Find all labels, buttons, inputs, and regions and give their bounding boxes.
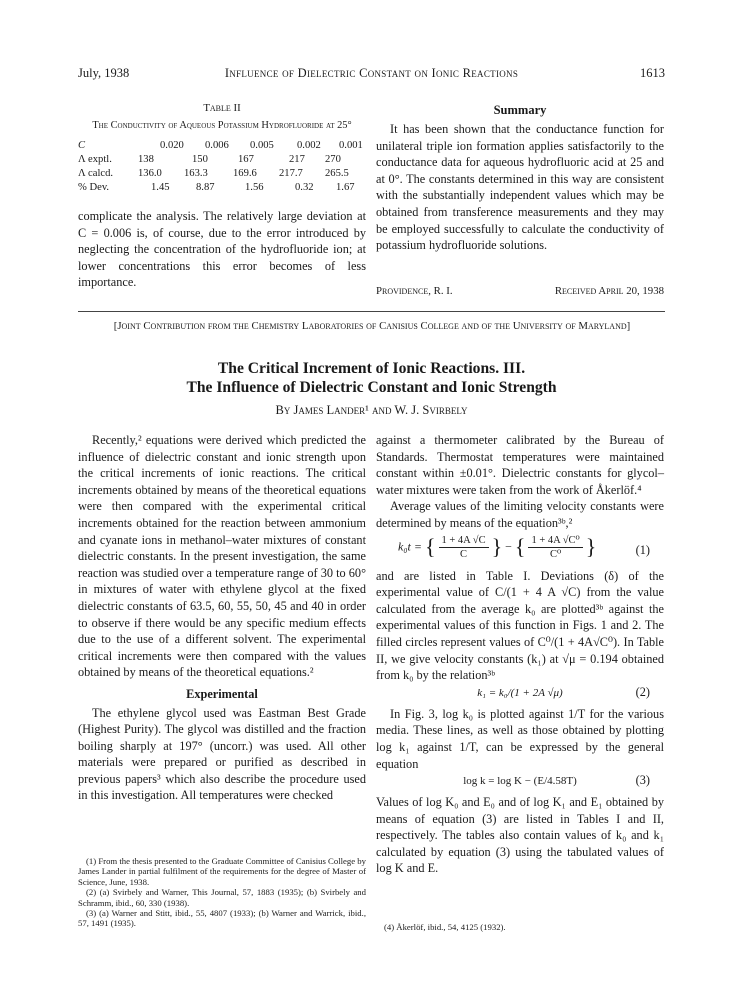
experimental-paragraph: The ethylene glycol used was Eastman Best Grade (Highest Purity). The glycol was distilled and the fraction boiling sharply at 197° (uncorr.) was used. All other materials were prepared or purified as described in previous papers³ which also describe the procedure used in this investigation. All temperatures were checked: [78, 705, 366, 803]
brace-icon: }: [585, 533, 597, 559]
table-row: [78, 181, 366, 195]
summary-paragraph: It has been shown that the conductance function for unilateral triple ion formation applies satisfactorily to the conductance data for aqueous hydrofluoric acid at 25 and at 0°. The constants determined in this way are consistent with the substantially independent values which may be obtained from transference measurements and they may be employed successfully to calculate the conductivity of potassium hydrofluoride solutions.: [376, 122, 664, 253]
table-cell: 0.006: [205, 140, 229, 151]
table-label: Table II: [203, 102, 241, 114]
footnote-1: (1) From the thesis presented to the Graduate Committee of Canisius College by James Lander in partial fulfilment of the requirements for the degree of Master of Science, June, 1938.: [78, 856, 366, 887]
row-label: C: [78, 140, 86, 151]
minus-sign: −: [505, 538, 512, 553]
running-title: Influence of Dielectric Constant on Ionic Reactions: [224, 66, 519, 80]
denominator: C⁰: [550, 548, 562, 560]
article-title: [78, 359, 665, 397]
right-column: [376, 432, 664, 877]
equation-lhs: k₀t =: [398, 538, 422, 553]
table-row: [78, 167, 366, 181]
divider: [78, 311, 665, 312]
table-cell: 0.005: [250, 140, 274, 151]
table-caption: The Conductivity of Aqueous Potassium Hydrofluoride at 25°: [92, 120, 352, 132]
fraction: [439, 534, 489, 561]
equation-1: [376, 532, 664, 568]
table-cell: 0.001: [339, 140, 363, 151]
running-head: [78, 66, 665, 84]
table-cell: 150: [192, 154, 208, 165]
numerator: 1 + 4A √C⁰: [528, 534, 582, 548]
table-cell: 1.56: [245, 182, 264, 193]
table-cell: 270: [325, 154, 341, 165]
table-cell: 1.45: [151, 182, 170, 193]
paragraph: In Fig. 3, log k₀ is plotted against 1/T for the various media. These lines, as well as those obtained by plotting log k₁ against 1/T, can be expressed by the general equation: [376, 706, 664, 771]
table-cell: 217.7: [279, 168, 303, 179]
table-cell: 217: [289, 154, 305, 165]
footnotes-left: [78, 856, 366, 929]
article-title-line-2: The Influence of Dielectric Constant and Ionic Strength: [186, 379, 557, 396]
table-2: [78, 102, 366, 195]
row-label: % Dev.: [78, 182, 110, 193]
denominator: C: [460, 548, 468, 560]
table-row: [78, 153, 366, 167]
left-continuation: [78, 208, 366, 291]
fraction: [528, 534, 582, 561]
table-cell: 1.67: [336, 182, 355, 193]
table-row: [78, 139, 366, 153]
experimental-heading: Experimental: [186, 686, 258, 701]
brace-icon: {: [424, 533, 436, 559]
footnote-3: (3) (a) Warner and Stitt, ibid., 55, 4807 (1933); (b) Warner and Warrick, ibid., 57, 1491 (1935).: [78, 908, 366, 929]
place: Providence, R. I.: [376, 285, 453, 297]
table-cell: 169.6: [233, 168, 257, 179]
table-cell: 167: [238, 154, 254, 165]
table-cell: 0.32: [295, 182, 314, 193]
received-line: [376, 285, 664, 299]
equation-body: log k = log K − (E/4.58T): [463, 775, 577, 788]
equation-body: k₁ = k₀/(1 + 2A √μ): [477, 686, 563, 699]
left-column: [78, 432, 366, 804]
equation-number: (1): [635, 542, 650, 557]
table-cell: 0.020: [160, 140, 184, 151]
paragraph: complicate the analysis. The relatively large deviation at C = 0.006 is, of course, due to the error introduced by neglecting the concentration of the hydrofluoride ion; at lower concentrations this error becomes of less importance.: [78, 209, 366, 290]
equation-number: (3): [635, 773, 650, 788]
intro-paragraph: Recently,² equations were derived which predicted the influence of dielectric constant and ionic strength upon the critical increments of ionic reactions. The critical increments obtained by means of the theoretical equations were then compared with the experimental critical increments obtained for the reaction between ammonium and cyanate ions in methanol–water mixtures of constant dielectric constants. In the present investigation, the same reaction was studied over a temperature range of 30 to 60° in mixtures of water with ethylene glycol at the fixed dielectric constants of 63.5, 60, 55, 50, 45 and 40 in order to observe if there would be any specific medium effects due to the use of a different solvent. The experimental critical increments were then compared with the values obtained by means of the theoretical equations.²: [78, 433, 366, 680]
numerator: 1 + 4A √C: [439, 534, 489, 548]
table-cell: 163.3: [184, 168, 208, 179]
joint-contribution: [Joint Contribution from the Chemistry Laboratories of Canisius College and of the University of Maryland]: [113, 320, 631, 332]
table-cell: 8.87: [196, 182, 215, 193]
equation-1-body: [398, 534, 596, 561]
row-label: Λ exptl.: [78, 154, 112, 165]
footnote-2: (2) (a) Svirbely and Warner, This Journal, 57, 1883 (1935); (b) Svirbely and Schramm, ibid., 60, 330 (1938).: [78, 887, 366, 908]
footnote-4: (4) Åkerlöf, ibid., 54, 4125 (1932).: [384, 922, 506, 932]
table-grid: [78, 139, 366, 195]
equation-3: [376, 772, 664, 794]
table-cell: 136.0: [138, 168, 162, 179]
row-label: Λ calcd.: [78, 168, 114, 179]
paragraph: Average values of the limiting velocity constants were determined by means of the equation³ᵇ,²: [376, 499, 664, 530]
equation-number: (2): [635, 684, 650, 699]
brace-icon: }: [491, 533, 503, 559]
summary-body: [376, 121, 664, 254]
table-cell: 138: [138, 154, 154, 165]
table-cell: 0.002: [297, 140, 321, 151]
issue-date: July, 1938: [78, 66, 130, 80]
table-cell: 265.5: [325, 168, 349, 179]
equation-2: [376, 684, 664, 706]
article-title-line-1: The Critical Increment of Ionic Reactions. III.: [217, 360, 526, 377]
paragraph: against a thermometer calibrated by the Bureau of Standards. Thermostat temperatures were maintained constant within ±0.01°. Dielectric constants for glycol–water mixtures were taken from the work of Åkerlöf.⁴: [376, 433, 664, 497]
byline: By James Lander¹ and W. J. Svirbely: [275, 403, 468, 417]
brace-icon: {: [514, 533, 526, 559]
paragraph: Values of log K₀ and E₀ and of log K₁ and E₁ obtained by means of equation (3) are listed in Tables I and II, respectively. The tables also contain values of k₀ and k₁ calculated by equation (3) using the tabulated values of log K and E.: [376, 795, 664, 876]
paragraph: and are listed in Table I. Deviations (δ) of the experimental value of C/(1 + 4 A √C) from the value calculated from the average k₀ are plotted³ᵇ against the experimental values of this function in Figs. 1 and 2. The filled circles represent values of C⁰/(1 + 4A√C⁰). In Table II, we give velocity constants (k₁) at √μ = 0.194 obtained from k₀ by the relation³ᵇ: [376, 568, 664, 683]
summary-heading: Summary: [493, 103, 547, 117]
received-date: Received April 20, 1938: [554, 285, 664, 297]
page-number: 1613: [640, 66, 665, 80]
